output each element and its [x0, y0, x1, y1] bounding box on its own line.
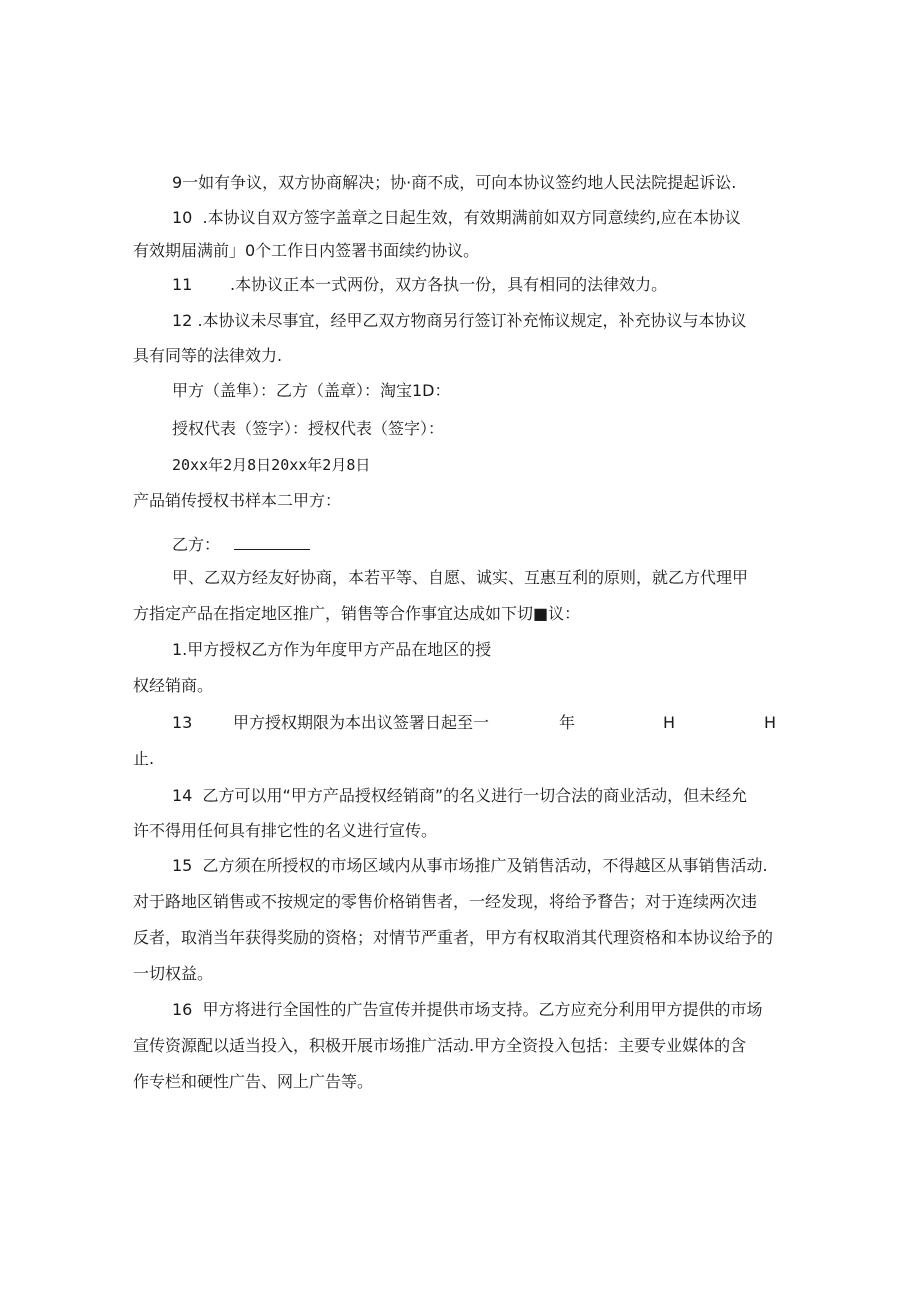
clause-16-line-2: 宣传资源配以适当投入，积极开展市场推广活动.甲方全资投入包括：主要专业媒体的含: [133, 1036, 747, 1055]
clause-12-line-1: 12 .本协议未尽事宜，经甲乙双方物商另行签订补充怖议规定，补充协议与本协议: [172, 311, 747, 330]
intro-line-2: 方指定产品在指定地区推广，销售等合作事宜达成如下切■议：: [133, 604, 581, 623]
clause-15-line-1: 15 乙方须在所授权的市场区域内从事市场推广及销售活动，不得越区从事销售活动.: [172, 856, 768, 875]
clause-12-line-2: 具有同等的法律效力.: [133, 346, 283, 365]
clause-13-text: 甲方授权期限为本出议签署日起至一: [233, 713, 490, 732]
clause-13-month-mark: H: [663, 713, 676, 732]
sample-two-heading: 产品销传授权书样本二甲方：: [133, 491, 342, 510]
clause-14-line-1: 14 乙方可以用“甲方产品授权经销商”的名义进行一切合法的商业活动，但未经允: [172, 786, 748, 805]
intro-line-1: 甲、乙双方经友好协商，本若平等、自愿、诚实、互惠互利的原则，就乙方代理甲: [172, 568, 749, 587]
clause-10-line-1: 10 .本协议自双方签字盖章之日起生效，有效期满前如双方同意续约,应在本协议: [172, 208, 741, 227]
item-1-line-2: 权经销商。: [133, 676, 214, 695]
item-1-line-1: 1.甲方授权乙方作为年度甲方产品在地区的授: [172, 640, 492, 659]
clause-15-line-2: 对于路地区销售或不按规定的零售价格销售者，一经发现，将给予瞀告；对于连续两次违: [133, 892, 758, 911]
clause-13-number: 13: [172, 713, 193, 732]
signature-parties: 甲方（盖隼）：乙方（盖章）：淘宝1D：: [172, 381, 451, 400]
clause-16-line-1: 16 甲方将进行全国性的广告宣传并提供市场支持。乙方应充分利用甲方提供的市场: [172, 1000, 763, 1019]
party-b-line: [172, 533, 310, 555]
signature-dates: 20xx年2月8日20xx年2月8日: [172, 456, 371, 474]
party-b-label: 乙方：: [172, 535, 221, 554]
party-b-blank: [234, 533, 310, 550]
clause-9: 9一如有争议，双方协商解决；协·商不成，可向本协议签约地人民法院提起诉讼.: [172, 173, 737, 192]
clause-15-line-3: 反者，取消当年获得奖励的资格；对情节严重者，甲方有权取消其代理资格和本协议给予的: [133, 928, 774, 947]
clause-10-line-2: 有效期届满前」0个工作日内签署书面续约协议。: [133, 241, 480, 260]
clause-11-number: 11: [172, 275, 193, 294]
clause-16-line-3: 作专栏和硬性广告、网上广告等。: [133, 1072, 374, 1091]
clause-13-end: 止.: [133, 749, 155, 768]
clause-13-year: 年: [559, 713, 576, 732]
clause-14-line-2: 许不得用任何具有排它性的名义进行宣传。: [133, 821, 438, 840]
signature-representatives: 授权代表（签字）：授权代表（签字）：: [172, 419, 445, 438]
clause-15-line-4: 一切权益。: [133, 964, 214, 983]
clause-11-text: .本协议正本一式两份，双方各执一份，具有相同的法律效力。: [230, 275, 668, 294]
clause-13-day-mark: H: [764, 713, 777, 732]
